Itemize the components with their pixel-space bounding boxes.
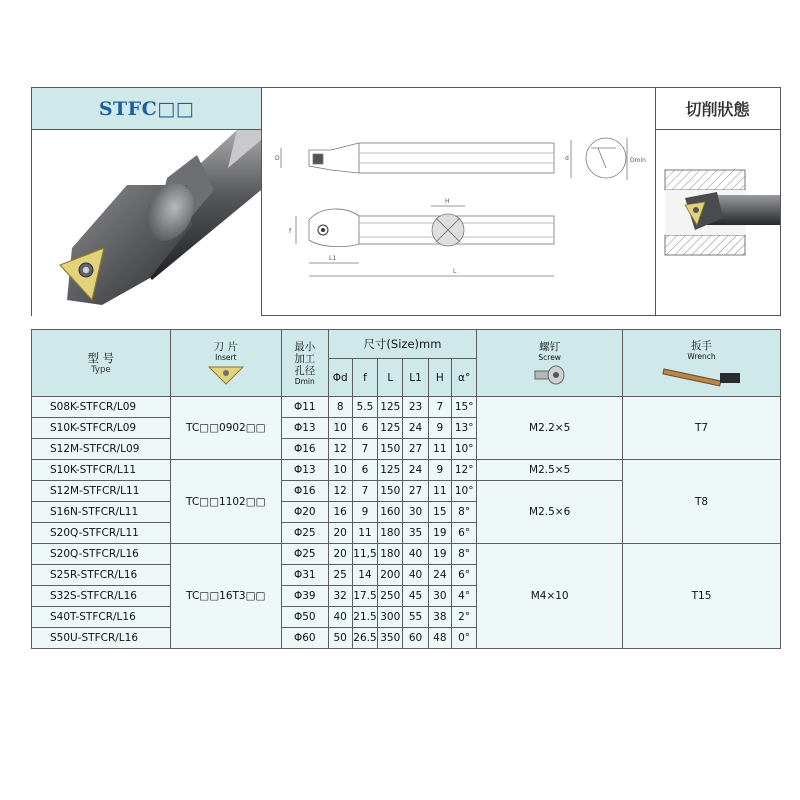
l1-cell: 27 xyxy=(403,481,428,502)
screw-cell: M2.2×5 xyxy=(477,397,623,460)
h-cell: 11 xyxy=(428,439,451,460)
alpha-cell: 12° xyxy=(451,460,476,481)
l1-cell: 40 xyxy=(403,544,428,565)
col-header-wrench xyxy=(623,330,781,397)
table-row xyxy=(32,544,781,565)
f-cell: 5.5 xyxy=(352,397,377,418)
col-header-alpha: α° xyxy=(451,359,476,397)
type-cell: S50U-STFCR/L16 xyxy=(32,628,171,649)
dmin-cell: Φ31 xyxy=(281,565,328,586)
type-cell: S12M-STFCR/L09 xyxy=(32,439,171,460)
insert-icon xyxy=(206,364,246,386)
svg-text:f: f xyxy=(289,228,292,235)
tool-holder-photo xyxy=(32,130,261,316)
type-cell: S12M-STFCR/L11 xyxy=(32,481,171,502)
wrench-cell: T8 xyxy=(623,460,781,544)
screw-cell: M2.5×5 xyxy=(477,460,623,481)
table-row xyxy=(32,397,781,418)
dmin-cell: Φ39 xyxy=(281,586,328,607)
h-cell: 24 xyxy=(428,565,451,586)
h-cell: 19 xyxy=(428,523,451,544)
type-cell: S20Q-STFCR/L11 xyxy=(32,523,171,544)
svg-text:d: d xyxy=(565,155,569,162)
type-en-label: Type xyxy=(91,364,111,375)
l-cell: 180 xyxy=(378,544,403,565)
wrench-cell: T15 xyxy=(623,544,781,649)
alpha-cell: 8° xyxy=(451,544,476,565)
h-cell: 11 xyxy=(428,481,451,502)
dmin-cell: Φ20 xyxy=(281,502,328,523)
col-header-dmin xyxy=(281,330,328,397)
product-cell xyxy=(32,88,262,315)
l1-cell: 27 xyxy=(403,439,428,460)
dmin-zh-line2: 加工 xyxy=(294,352,316,365)
col-header-d: Φd xyxy=(328,359,352,397)
type-cell: S25R-STFCR/L16 xyxy=(32,565,171,586)
h-cell: 48 xyxy=(428,628,451,649)
alpha-cell: 6° xyxy=(451,523,476,544)
insert-en-label: Insert xyxy=(215,352,237,362)
col-header-l: L xyxy=(378,359,403,397)
wrench-en-label: Wrench xyxy=(687,351,716,361)
insert-cell: TC□□1102□□ xyxy=(170,460,281,544)
svg-text:H: H xyxy=(445,198,450,205)
table-row xyxy=(32,460,781,481)
wrench-zh-label: 扳手 xyxy=(691,339,713,352)
h-cell: 30 xyxy=(428,586,451,607)
col-header-size: 尺寸(Size)mm xyxy=(328,330,477,359)
wrench-cell: T7 xyxy=(623,397,781,460)
wrench-icon xyxy=(660,363,744,387)
f-cell: 11 xyxy=(352,523,377,544)
type-zh-label: 型 号 xyxy=(87,350,115,365)
d-cell: 16 xyxy=(328,502,352,523)
screw-cell: M2.5×6 xyxy=(477,481,623,544)
screw-en-label: Screw xyxy=(538,352,561,362)
dmin-cell: Φ11 xyxy=(281,397,328,418)
l-cell: 125 xyxy=(378,460,403,481)
d-cell: 25 xyxy=(328,565,352,586)
svg-text:L1: L1 xyxy=(329,255,337,262)
alpha-cell: 10° xyxy=(451,439,476,460)
tool-overview-panel xyxy=(31,87,781,316)
col-header-insert xyxy=(170,330,281,397)
l1-cell: 30 xyxy=(403,502,428,523)
f-cell: 6 xyxy=(352,418,377,439)
l1-cell: 40 xyxy=(403,565,428,586)
l1-cell: 23 xyxy=(403,397,428,418)
d-cell: 20 xyxy=(328,544,352,565)
dmin-cell: Φ16 xyxy=(281,439,328,460)
l-cell: 200 xyxy=(378,565,403,586)
alpha-cell: 13° xyxy=(451,418,476,439)
l1-cell: 45 xyxy=(403,586,428,607)
type-cell: S08K-STFCR/L09 xyxy=(32,397,171,418)
l-cell: 125 xyxy=(378,418,403,439)
l1-cell: 24 xyxy=(403,460,428,481)
svg-text:D: D xyxy=(275,155,280,162)
dmin-cell: Φ16 xyxy=(281,481,328,502)
h-cell: 15 xyxy=(428,502,451,523)
f-cell: 11,5 xyxy=(352,544,377,565)
svg-text:L: L xyxy=(453,268,457,275)
h-cell: 9 xyxy=(428,418,451,439)
l-cell: 150 xyxy=(378,439,403,460)
alpha-cell: 10° xyxy=(451,481,476,502)
screw-zh-label: 螺钉 xyxy=(539,340,561,353)
dmin-zh-line1: 最小 xyxy=(294,340,316,353)
l-cell: 125 xyxy=(378,397,403,418)
type-cell: S32S-STFCR/L16 xyxy=(32,586,171,607)
type-cell: S20Q-STFCR/L16 xyxy=(32,544,171,565)
d-cell: 32 xyxy=(328,586,352,607)
d-cell: 12 xyxy=(328,481,352,502)
alpha-cell: 2° xyxy=(451,607,476,628)
d-cell: 10 xyxy=(328,460,352,481)
cutting-state-title: 切削狀態 xyxy=(655,88,780,130)
dmin-cell: Φ60 xyxy=(281,628,328,649)
l-cell: 350 xyxy=(378,628,403,649)
d-cell: 8 xyxy=(328,397,352,418)
technical-drawing-cell xyxy=(261,88,656,315)
h-cell: 19 xyxy=(428,544,451,565)
technical-drawing xyxy=(261,88,655,315)
f-cell: 7 xyxy=(352,439,377,460)
screw-cell: M4×10 xyxy=(477,544,623,649)
f-cell: 26.5 xyxy=(352,628,377,649)
f-cell: 9 xyxy=(352,502,377,523)
l-cell: 250 xyxy=(378,586,403,607)
f-cell: 21.5 xyxy=(352,607,377,628)
d-cell: 50 xyxy=(328,628,352,649)
type-cell: S10K-STFCR/L11 xyxy=(32,460,171,481)
insert-zh-label: 刀 片 xyxy=(213,340,238,353)
l-cell: 160 xyxy=(378,502,403,523)
screw-icon xyxy=(532,364,568,386)
f-cell: 14 xyxy=(352,565,377,586)
insert-cell: TC□□16T3□□ xyxy=(170,544,281,649)
svg-text:Dmin: Dmin xyxy=(630,157,646,164)
d-cell: 12 xyxy=(328,439,352,460)
alpha-cell: 0° xyxy=(451,628,476,649)
h-cell: 9 xyxy=(428,460,451,481)
f-cell: 17.5 xyxy=(352,586,377,607)
col-header-f: f xyxy=(352,359,377,397)
spec-table xyxy=(31,329,781,649)
type-cell: S16N-STFCR/L11 xyxy=(32,502,171,523)
l1-cell: 24 xyxy=(403,418,428,439)
d-cell: 10 xyxy=(328,418,352,439)
type-cell: S40T-STFCR/L16 xyxy=(32,607,171,628)
alpha-cell: 15° xyxy=(451,397,476,418)
dmin-cell: Φ13 xyxy=(281,418,328,439)
col-header-type xyxy=(32,330,171,397)
l1-cell: 60 xyxy=(403,628,428,649)
h-cell: 38 xyxy=(428,607,451,628)
cutting-state-illustration xyxy=(655,130,780,316)
l-cell: 180 xyxy=(378,523,403,544)
h-cell: 7 xyxy=(428,397,451,418)
alpha-cell: 4° xyxy=(451,586,476,607)
product-title: STFC□□ xyxy=(32,88,261,130)
col-header-l1: L1 xyxy=(403,359,428,397)
l-cell: 300 xyxy=(378,607,403,628)
col-header-h: H xyxy=(428,359,451,397)
dmin-cell: Φ25 xyxy=(281,523,328,544)
type-cell: S10K-STFCR/L09 xyxy=(32,418,171,439)
f-cell: 7 xyxy=(352,481,377,502)
l-cell: 150 xyxy=(378,481,403,502)
dmin-cell: Φ25 xyxy=(281,544,328,565)
d-cell: 40 xyxy=(328,607,352,628)
dmin-zh-line3: 孔径 xyxy=(294,364,316,377)
insert-cell: TC□□0902□□ xyxy=(170,397,281,460)
dmin-en-label: Dmin xyxy=(294,376,315,386)
l1-cell: 35 xyxy=(403,523,428,544)
col-header-screw xyxy=(477,330,623,397)
alpha-cell: 6° xyxy=(451,565,476,586)
dmin-cell: Φ50 xyxy=(281,607,328,628)
cutting-state-cell xyxy=(655,88,780,315)
alpha-cell: 8° xyxy=(451,502,476,523)
d-cell: 20 xyxy=(328,523,352,544)
dmin-cell: Φ13 xyxy=(281,460,328,481)
f-cell: 6 xyxy=(352,460,377,481)
l1-cell: 55 xyxy=(403,607,428,628)
